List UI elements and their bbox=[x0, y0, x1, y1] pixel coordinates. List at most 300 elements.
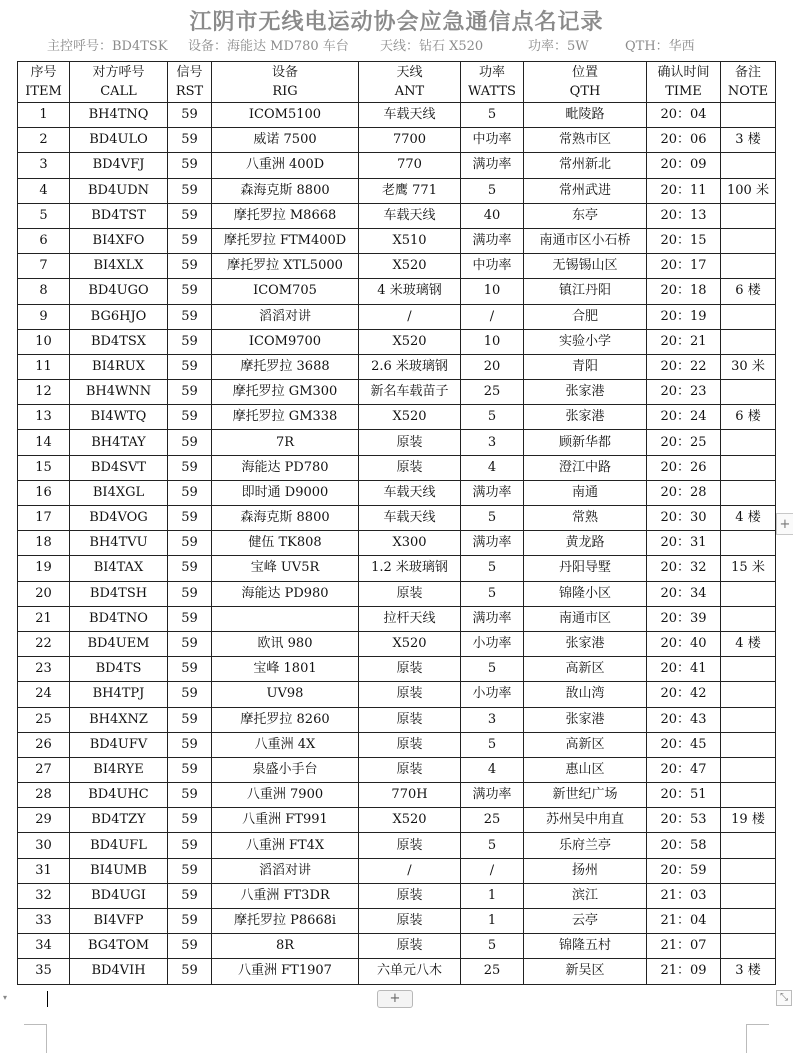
cell-rst[interactable]: 59 bbox=[168, 128, 212, 153]
cell-rig[interactable]: ICOM9700 bbox=[212, 329, 359, 354]
cell-item[interactable]: 23 bbox=[18, 657, 70, 682]
cell-qth[interactable]: 镇江丹阳 bbox=[524, 279, 647, 304]
cell-rig[interactable]: 即时通 D9000 bbox=[212, 480, 359, 505]
cell-rst[interactable]: 59 bbox=[168, 279, 212, 304]
cell-time[interactable]: 20：18 bbox=[647, 279, 721, 304]
cell-call[interactable]: BI4XLX bbox=[70, 254, 168, 279]
cell-call[interactable]: BI4VFP bbox=[70, 909, 168, 934]
cell-rig[interactable]: 八重洲 FT991 bbox=[212, 808, 359, 833]
cell-qth[interactable]: 实验小学 bbox=[524, 329, 647, 354]
cell-item[interactable]: 4 bbox=[18, 178, 70, 203]
cell-qth[interactable]: 高新区 bbox=[524, 657, 647, 682]
cell-ant[interactable]: 原装 bbox=[359, 430, 461, 455]
cell-rig[interactable]: 八重洲 FT4X bbox=[212, 833, 359, 858]
cell-time[interactable]: 20：40 bbox=[647, 631, 721, 656]
cell-time[interactable]: 20：25 bbox=[647, 430, 721, 455]
cell-rst[interactable]: 59 bbox=[168, 883, 212, 908]
cell-note[interactable] bbox=[721, 707, 776, 732]
cell-watts[interactable]: 1 bbox=[461, 909, 524, 934]
cell-rst[interactable]: 59 bbox=[168, 732, 212, 757]
cell-note[interactable] bbox=[721, 682, 776, 707]
cell-watts[interactable]: / bbox=[461, 858, 524, 883]
cell-item[interactable]: 26 bbox=[18, 732, 70, 757]
cell-watts[interactable]: 3 bbox=[461, 707, 524, 732]
cell-note[interactable]: 6 楼 bbox=[721, 405, 776, 430]
cell-call[interactable]: BI4TAX bbox=[70, 556, 168, 581]
cell-note[interactable] bbox=[721, 757, 776, 782]
cell-rst[interactable]: 59 bbox=[168, 203, 212, 228]
cell-rig[interactable]: 欧讯 980 bbox=[212, 631, 359, 656]
cell-note[interactable] bbox=[721, 430, 776, 455]
cell-note[interactable] bbox=[721, 228, 776, 253]
cell-qth[interactable]: 张家港 bbox=[524, 631, 647, 656]
cell-note[interactable] bbox=[721, 203, 776, 228]
cell-qth[interactable]: 青阳 bbox=[524, 354, 647, 379]
cell-qth[interactable]: 东亭 bbox=[524, 203, 647, 228]
cell-watts[interactable]: 25 bbox=[461, 808, 524, 833]
cell-note[interactable] bbox=[721, 934, 776, 959]
cell-qth[interactable]: 常州武进 bbox=[524, 178, 647, 203]
cell-rst[interactable]: 59 bbox=[168, 506, 212, 531]
cell-rig[interactable]: 泉盛小手台 bbox=[212, 757, 359, 782]
cell-time[interactable]: 20：26 bbox=[647, 455, 721, 480]
cell-time[interactable]: 20：59 bbox=[647, 858, 721, 883]
cell-item[interactable]: 16 bbox=[18, 480, 70, 505]
cell-rig[interactable]: 摩托罗拉 FTM400D bbox=[212, 228, 359, 253]
cell-ant[interactable]: 老鹰 771 bbox=[359, 178, 461, 203]
cell-call[interactable]: BD4SVT bbox=[70, 455, 168, 480]
cell-note[interactable] bbox=[721, 883, 776, 908]
cell-ant[interactable]: X520 bbox=[359, 329, 461, 354]
cell-note[interactable]: 4 楼 bbox=[721, 506, 776, 531]
add-row-button[interactable]: + bbox=[377, 990, 413, 1008]
cell-qth[interactable]: 云亭 bbox=[524, 909, 647, 934]
cell-qth[interactable]: 张家港 bbox=[524, 380, 647, 405]
cell-rig[interactable]: 摩托罗拉 M8668 bbox=[212, 203, 359, 228]
cell-watts[interactable]: 5 bbox=[461, 178, 524, 203]
cell-time[interactable]: 20：30 bbox=[647, 506, 721, 531]
cell-rst[interactable]: 59 bbox=[168, 354, 212, 379]
cell-watts[interactable]: 小功率 bbox=[461, 682, 524, 707]
cell-item[interactable]: 24 bbox=[18, 682, 70, 707]
cell-qth[interactable]: 顾新华都 bbox=[524, 430, 647, 455]
cell-call[interactable]: BD4TSH bbox=[70, 581, 168, 606]
cell-time[interactable]: 20：11 bbox=[647, 178, 721, 203]
cell-item[interactable]: 11 bbox=[18, 354, 70, 379]
cell-call[interactable]: BD4VFJ bbox=[70, 153, 168, 178]
cell-time[interactable]: 21：07 bbox=[647, 934, 721, 959]
cell-item[interactable]: 10 bbox=[18, 329, 70, 354]
cell-rst[interactable]: 59 bbox=[168, 455, 212, 480]
cell-rig[interactable]: 森海克斯 8800 bbox=[212, 178, 359, 203]
cell-time[interactable]: 20：04 bbox=[647, 103, 721, 128]
cell-time[interactable]: 20：09 bbox=[647, 153, 721, 178]
cell-watts[interactable]: 5 bbox=[461, 833, 524, 858]
cell-call[interactable]: BD4TZY bbox=[70, 808, 168, 833]
cell-item[interactable]: 1 bbox=[18, 103, 70, 128]
cell-call[interactable]: BD4UGO bbox=[70, 279, 168, 304]
cell-note[interactable] bbox=[721, 606, 776, 631]
cell-rst[interactable]: 59 bbox=[168, 757, 212, 782]
cell-item[interactable]: 33 bbox=[18, 909, 70, 934]
cell-watts[interactable]: 满功率 bbox=[461, 153, 524, 178]
cell-rst[interactable]: 59 bbox=[168, 531, 212, 556]
cell-time[interactable]: 20：15 bbox=[647, 228, 721, 253]
cell-call[interactable]: BD4TSX bbox=[70, 329, 168, 354]
cell-ant[interactable]: 原装 bbox=[359, 455, 461, 480]
cell-call[interactable]: BI4UMB bbox=[70, 858, 168, 883]
cell-ant[interactable]: 原装 bbox=[359, 581, 461, 606]
cell-call[interactable]: BH4XNZ bbox=[70, 707, 168, 732]
cell-watts[interactable]: 中功率 bbox=[461, 254, 524, 279]
cell-call[interactable]: BH4TVU bbox=[70, 531, 168, 556]
cell-rig[interactable]: 威诺 7500 bbox=[212, 128, 359, 153]
cell-rig[interactable]: 森海克斯 8800 bbox=[212, 506, 359, 531]
cell-qth[interactable]: 惠山区 bbox=[524, 757, 647, 782]
cell-item[interactable]: 5 bbox=[18, 203, 70, 228]
cell-call[interactable]: BG6HJO bbox=[70, 304, 168, 329]
cell-time[interactable]: 20：58 bbox=[647, 833, 721, 858]
cell-call[interactable]: BH4WNN bbox=[70, 380, 168, 405]
cell-ant[interactable]: 原装 bbox=[359, 707, 461, 732]
cell-rst[interactable]: 59 bbox=[168, 858, 212, 883]
cell-rig[interactable]: 海能达 PD780 bbox=[212, 455, 359, 480]
cell-rig[interactable]: 滔滔对讲 bbox=[212, 304, 359, 329]
cell-rig[interactable]: ICOM705 bbox=[212, 279, 359, 304]
cell-rst[interactable]: 59 bbox=[168, 556, 212, 581]
cell-item[interactable]: 2 bbox=[18, 128, 70, 153]
cell-ant[interactable]: 7700 bbox=[359, 128, 461, 153]
cell-item[interactable]: 19 bbox=[18, 556, 70, 581]
cell-time[interactable]: 20：21 bbox=[647, 329, 721, 354]
cell-rst[interactable]: 59 bbox=[168, 783, 212, 808]
cell-watts[interactable]: 5 bbox=[461, 581, 524, 606]
cell-ant[interactable]: / bbox=[359, 304, 461, 329]
cell-rig[interactable]: UV98 bbox=[212, 682, 359, 707]
cell-item[interactable]: 7 bbox=[18, 254, 70, 279]
cell-watts[interactable]: 5 bbox=[461, 103, 524, 128]
cell-call[interactable]: BH4TAY bbox=[70, 430, 168, 455]
cell-ant[interactable]: 4 米玻璃钢 bbox=[359, 279, 461, 304]
cell-call[interactable]: BD4ULO bbox=[70, 128, 168, 153]
cell-rst[interactable]: 59 bbox=[168, 254, 212, 279]
cell-item[interactable]: 35 bbox=[18, 959, 70, 984]
cell-item[interactable]: 14 bbox=[18, 430, 70, 455]
cell-note[interactable] bbox=[721, 833, 776, 858]
cell-ant[interactable]: 原装 bbox=[359, 833, 461, 858]
cell-rig[interactable]: 宝峰 UV5R bbox=[212, 556, 359, 581]
cell-qth[interactable]: 锦隆五村 bbox=[524, 934, 647, 959]
cell-qth[interactable]: 常熟市区 bbox=[524, 128, 647, 153]
cell-time[interactable]: 20：28 bbox=[647, 480, 721, 505]
cell-watts[interactable]: 5 bbox=[461, 934, 524, 959]
cell-note[interactable] bbox=[721, 254, 776, 279]
cell-watts[interactable]: 小功率 bbox=[461, 631, 524, 656]
cell-note[interactable]: 6 楼 bbox=[721, 279, 776, 304]
cell-item[interactable]: 17 bbox=[18, 506, 70, 531]
add-column-button[interactable]: + bbox=[776, 513, 793, 535]
cell-rst[interactable]: 59 bbox=[168, 657, 212, 682]
cell-ant[interactable]: / bbox=[359, 858, 461, 883]
cell-qth[interactable]: 丹阳导墅 bbox=[524, 556, 647, 581]
cell-rst[interactable]: 59 bbox=[168, 808, 212, 833]
cell-rst[interactable]: 59 bbox=[168, 380, 212, 405]
cell-time[interactable]: 20：06 bbox=[647, 128, 721, 153]
cell-rst[interactable]: 59 bbox=[168, 405, 212, 430]
cell-item[interactable]: 12 bbox=[18, 380, 70, 405]
cell-watts[interactable]: 25 bbox=[461, 959, 524, 984]
cell-ant[interactable]: 2.6 米玻璃钢 bbox=[359, 354, 461, 379]
cell-time[interactable]: 20：39 bbox=[647, 606, 721, 631]
cell-note[interactable] bbox=[721, 581, 776, 606]
cell-time[interactable]: 21：04 bbox=[647, 909, 721, 934]
cell-time[interactable]: 21：09 bbox=[647, 959, 721, 984]
cell-call[interactable]: BH4TPJ bbox=[70, 682, 168, 707]
cell-qth[interactable]: 滨江 bbox=[524, 883, 647, 908]
cell-call[interactable]: BD4UGI bbox=[70, 883, 168, 908]
cell-rst[interactable]: 59 bbox=[168, 430, 212, 455]
cell-note[interactable]: 3 楼 bbox=[721, 128, 776, 153]
cell-note[interactable] bbox=[721, 153, 776, 178]
cell-rst[interactable]: 59 bbox=[168, 153, 212, 178]
cell-rst[interactable]: 59 bbox=[168, 581, 212, 606]
cell-time[interactable]: 20：31 bbox=[647, 531, 721, 556]
cell-qth[interactable]: 高新区 bbox=[524, 732, 647, 757]
cell-rst[interactable]: 59 bbox=[168, 631, 212, 656]
cell-note[interactable]: 30 米 bbox=[721, 354, 776, 379]
cell-rig[interactable]: 摩托罗拉 3688 bbox=[212, 354, 359, 379]
cell-watts[interactable]: 5 bbox=[461, 732, 524, 757]
cell-rst[interactable]: 59 bbox=[168, 304, 212, 329]
cell-time[interactable]: 20：19 bbox=[647, 304, 721, 329]
cell-rig[interactable] bbox=[212, 606, 359, 631]
cell-note[interactable] bbox=[721, 103, 776, 128]
cell-rig[interactable]: 滔滔对讲 bbox=[212, 858, 359, 883]
cell-call[interactable]: BD4UFV bbox=[70, 732, 168, 757]
cell-rst[interactable]: 59 bbox=[168, 682, 212, 707]
cell-rig[interactable]: 八重洲 4X bbox=[212, 732, 359, 757]
cell-ant[interactable]: 拉杆天线 bbox=[359, 606, 461, 631]
cell-ant[interactable]: 原装 bbox=[359, 657, 461, 682]
cell-call[interactable]: BD4UHC bbox=[70, 783, 168, 808]
cell-rig[interactable]: 摩托罗拉 8260 bbox=[212, 707, 359, 732]
cell-item[interactable]: 28 bbox=[18, 783, 70, 808]
cell-item[interactable]: 3 bbox=[18, 153, 70, 178]
cell-ant[interactable]: 原装 bbox=[359, 732, 461, 757]
cell-note[interactable] bbox=[721, 858, 776, 883]
cell-call[interactable]: BD4VOG bbox=[70, 506, 168, 531]
cell-rst[interactable]: 59 bbox=[168, 103, 212, 128]
cell-qth[interactable]: 锦隆小区 bbox=[524, 581, 647, 606]
cell-rst[interactable]: 59 bbox=[168, 480, 212, 505]
cell-rig[interactable]: 7R bbox=[212, 430, 359, 455]
cell-note[interactable]: 3 楼 bbox=[721, 959, 776, 984]
cell-qth[interactable]: 南通 bbox=[524, 480, 647, 505]
cell-item[interactable]: 8 bbox=[18, 279, 70, 304]
cell-rig[interactable]: 摩托罗拉 XTL5000 bbox=[212, 254, 359, 279]
cell-item[interactable]: 34 bbox=[18, 934, 70, 959]
cell-note[interactable] bbox=[721, 531, 776, 556]
cell-watts[interactable]: 4 bbox=[461, 757, 524, 782]
cell-note[interactable]: 4 楼 bbox=[721, 631, 776, 656]
cell-qth[interactable]: 张家港 bbox=[524, 707, 647, 732]
cell-time[interactable]: 20：41 bbox=[647, 657, 721, 682]
cell-time[interactable]: 20：43 bbox=[647, 707, 721, 732]
cell-watts[interactable]: / bbox=[461, 304, 524, 329]
cell-rig[interactable]: 健伍 TK808 bbox=[212, 531, 359, 556]
cell-watts[interactable]: 满功率 bbox=[461, 228, 524, 253]
cell-item[interactable]: 27 bbox=[18, 757, 70, 782]
cell-ant[interactable]: X520 bbox=[359, 808, 461, 833]
cell-watts[interactable]: 10 bbox=[461, 279, 524, 304]
cell-ant[interactable]: 车载天线 bbox=[359, 103, 461, 128]
cell-call[interactable]: BI4XFO bbox=[70, 228, 168, 253]
cell-qth[interactable]: 苏州吴中甪直 bbox=[524, 808, 647, 833]
cell-time[interactable]: 20：13 bbox=[647, 203, 721, 228]
cell-rig[interactable]: 八重洲 FT3DR bbox=[212, 883, 359, 908]
cell-note[interactable] bbox=[721, 480, 776, 505]
cell-rig[interactable]: 摩托罗拉 GM300 bbox=[212, 380, 359, 405]
cell-rig[interactable]: 摩托罗拉 P8668i bbox=[212, 909, 359, 934]
cell-item[interactable]: 6 bbox=[18, 228, 70, 253]
cell-rst[interactable]: 59 bbox=[168, 178, 212, 203]
cell-rig[interactable]: 八重洲 FT1907 bbox=[212, 959, 359, 984]
cell-ant[interactable]: 六单元八木 bbox=[359, 959, 461, 984]
cell-watts[interactable]: 满功率 bbox=[461, 531, 524, 556]
cell-ant[interactable]: 新名车载苗子 bbox=[359, 380, 461, 405]
cell-qth[interactable]: 澄江中路 bbox=[524, 455, 647, 480]
cell-ant[interactable]: X520 bbox=[359, 405, 461, 430]
cell-watts[interactable]: 5 bbox=[461, 556, 524, 581]
cell-watts[interactable]: 满功率 bbox=[461, 783, 524, 808]
cell-ant[interactable]: 原装 bbox=[359, 757, 461, 782]
cell-rig[interactable]: 八重洲 7900 bbox=[212, 783, 359, 808]
cell-item[interactable]: 30 bbox=[18, 833, 70, 858]
cell-ant[interactable]: X520 bbox=[359, 631, 461, 656]
cell-ant[interactable]: 原装 bbox=[359, 682, 461, 707]
cell-call[interactable]: BD4UDN bbox=[70, 178, 168, 203]
cell-time[interactable]: 20：53 bbox=[647, 808, 721, 833]
cell-ant[interactable]: 车载天线 bbox=[359, 506, 461, 531]
cell-qth[interactable]: 张家港 bbox=[524, 405, 647, 430]
cell-note[interactable] bbox=[721, 455, 776, 480]
cell-time[interactable]: 20：45 bbox=[647, 732, 721, 757]
cell-call[interactable]: BI4RUX bbox=[70, 354, 168, 379]
cell-time[interactable]: 20：42 bbox=[647, 682, 721, 707]
cell-ant[interactable]: X510 bbox=[359, 228, 461, 253]
cell-watts[interactable]: 3 bbox=[461, 430, 524, 455]
cell-note[interactable]: 19 楼 bbox=[721, 808, 776, 833]
cell-time[interactable]: 20：17 bbox=[647, 254, 721, 279]
cell-item[interactable]: 18 bbox=[18, 531, 70, 556]
cell-call[interactable]: BD4VIH bbox=[70, 959, 168, 984]
cell-item[interactable]: 20 bbox=[18, 581, 70, 606]
cell-note[interactable] bbox=[721, 732, 776, 757]
cell-rig[interactable]: ICOM5100 bbox=[212, 103, 359, 128]
cell-note[interactable]: 15 米 bbox=[721, 556, 776, 581]
cell-note[interactable] bbox=[721, 380, 776, 405]
cell-note[interactable] bbox=[721, 909, 776, 934]
cell-note[interactable] bbox=[721, 657, 776, 682]
cell-ant[interactable]: X520 bbox=[359, 254, 461, 279]
cell-watts[interactable]: 5 bbox=[461, 657, 524, 682]
cell-item[interactable]: 25 bbox=[18, 707, 70, 732]
cell-ant[interactable]: 770 bbox=[359, 153, 461, 178]
cell-rst[interactable]: 59 bbox=[168, 959, 212, 984]
cell-time[interactable]: 20：51 bbox=[647, 783, 721, 808]
cell-qth[interactable]: 乐府兰亭 bbox=[524, 833, 647, 858]
cell-call[interactable]: BD4TS bbox=[70, 657, 168, 682]
cell-qth[interactable]: 合肥 bbox=[524, 304, 647, 329]
cell-item[interactable]: 15 bbox=[18, 455, 70, 480]
cell-watts[interactable]: 25 bbox=[461, 380, 524, 405]
cell-call[interactable]: BD4UFL bbox=[70, 833, 168, 858]
cell-note[interactable] bbox=[721, 329, 776, 354]
cell-call[interactable]: BG4TOM bbox=[70, 934, 168, 959]
cell-watts[interactable]: 满功率 bbox=[461, 606, 524, 631]
cell-ant[interactable]: 车载天线 bbox=[359, 480, 461, 505]
cell-time[interactable]: 21：03 bbox=[647, 883, 721, 908]
table-resize-handle[interactable]: ⤡ bbox=[776, 990, 792, 1006]
cell-watts[interactable]: 5 bbox=[461, 405, 524, 430]
cell-time[interactable]: 20：23 bbox=[647, 380, 721, 405]
cell-watts[interactable]: 40 bbox=[461, 203, 524, 228]
cell-call[interactable]: BD4TNO bbox=[70, 606, 168, 631]
cell-qth[interactable]: 常熟 bbox=[524, 506, 647, 531]
cell-time[interactable]: 20：24 bbox=[647, 405, 721, 430]
cell-ant[interactable]: 车载天线 bbox=[359, 203, 461, 228]
cell-item[interactable]: 13 bbox=[18, 405, 70, 430]
cell-rst[interactable]: 59 bbox=[168, 934, 212, 959]
cell-call[interactable]: BI4XGL bbox=[70, 480, 168, 505]
cell-call[interactable]: BI4RYE bbox=[70, 757, 168, 782]
cell-qth[interactable]: 毗陵路 bbox=[524, 103, 647, 128]
cell-ant[interactable]: 原装 bbox=[359, 883, 461, 908]
cell-item[interactable]: 31 bbox=[18, 858, 70, 883]
cell-watts[interactable]: 中功率 bbox=[461, 128, 524, 153]
cell-qth[interactable]: 敔山湾 bbox=[524, 682, 647, 707]
cell-call[interactable]: BH4TNQ bbox=[70, 103, 168, 128]
cell-watts[interactable]: 满功率 bbox=[461, 480, 524, 505]
cell-watts[interactable]: 4 bbox=[461, 455, 524, 480]
cell-call[interactable]: BI4WTQ bbox=[70, 405, 168, 430]
cell-note[interactable] bbox=[721, 304, 776, 329]
cell-time[interactable]: 20：47 bbox=[647, 757, 721, 782]
cell-item[interactable]: 22 bbox=[18, 631, 70, 656]
cell-ant[interactable]: 770H bbox=[359, 783, 461, 808]
cell-ant[interactable]: 原装 bbox=[359, 934, 461, 959]
cell-ant[interactable]: 1.2 米玻璃钢 bbox=[359, 556, 461, 581]
cell-qth[interactable]: 常州新北 bbox=[524, 153, 647, 178]
cell-item[interactable]: 29 bbox=[18, 808, 70, 833]
cell-rst[interactable]: 59 bbox=[168, 606, 212, 631]
cell-time[interactable]: 20：34 bbox=[647, 581, 721, 606]
cell-rig[interactable]: 海能达 PD980 bbox=[212, 581, 359, 606]
cell-rst[interactable]: 59 bbox=[168, 329, 212, 354]
cell-rst[interactable]: 59 bbox=[168, 228, 212, 253]
cell-ant[interactable]: X300 bbox=[359, 531, 461, 556]
cell-qth[interactable]: 南通市区小石桥 bbox=[524, 228, 647, 253]
cell-note[interactable]: 100 米 bbox=[721, 178, 776, 203]
cell-rst[interactable]: 59 bbox=[168, 833, 212, 858]
cell-time[interactable]: 20：32 bbox=[647, 556, 721, 581]
cell-rig[interactable]: 宝峰 1801 bbox=[212, 657, 359, 682]
cell-rig[interactable]: 八重洲 400D bbox=[212, 153, 359, 178]
cell-qth[interactable]: 扬州 bbox=[524, 858, 647, 883]
cell-rst[interactable]: 59 bbox=[168, 909, 212, 934]
cell-qth[interactable]: 黄龙路 bbox=[524, 531, 647, 556]
cell-item[interactable]: 9 bbox=[18, 304, 70, 329]
